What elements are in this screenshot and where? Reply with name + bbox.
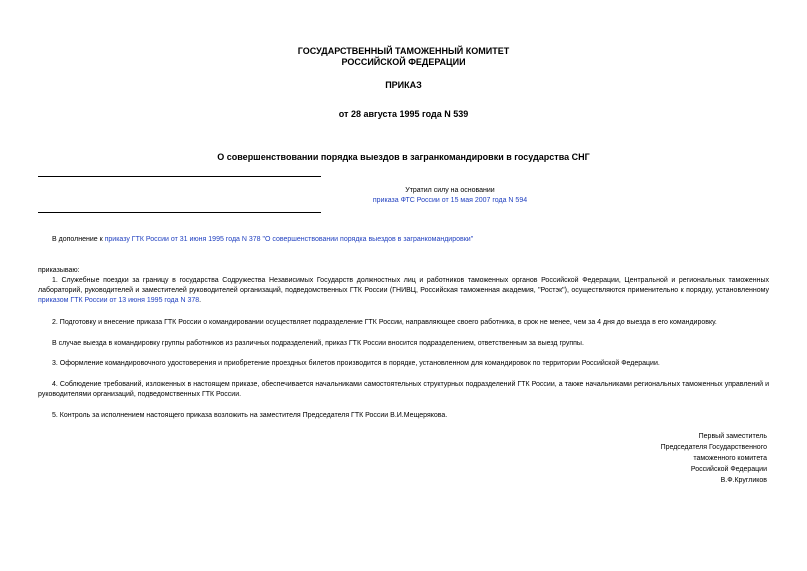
item-1-end: .	[199, 297, 202, 304]
item-4: 4. Соблюдение требований, изложенных в настоящем приказе, обеспечивается начальниками самостоятельных структурных подразделений ГТК России, а также начальниками региональных таможенных управлений и руководителями организаций, подведомственных ГТК России.	[38, 381, 769, 398]
preamble	[52, 235, 772, 245]
status-line: Утратил силу на основании	[405, 187, 495, 194]
document-type: ПРИКАЗ	[385, 80, 422, 90]
preamble-prefix: В дополнение к	[52, 236, 105, 243]
divider-bottom	[38, 212, 321, 213]
preamble-order-link[interactable]: приказу ГТК России от 31 июня 1995 года N 378 "О совершенствовании порядка выездов в загранкомандировки"	[104, 236, 474, 243]
item-2: 2. Подготовку и внесение приказа ГТК России о командировании осуществляет подразделение ГТК России, направляющее своего работника, в срок не менее, чем за 4 дня до выезда в его командировку.	[52, 319, 717, 326]
item-2-group: В случае выезда в командировку группы работников из различных подразделений, приказ ГТК России вносится подразделением, ответственным за выезд группы.	[52, 340, 584, 347]
signature-org-line-1: Председателя Государственного	[660, 444, 767, 451]
signature-position: Первый заместитель	[698, 433, 767, 440]
divider-top	[38, 176, 321, 177]
item-3: 3. Оформление командировочного удостоверения и приобретение проездных билетов производится в порядке, установленном для командировок по территории Российской Федерации.	[52, 360, 660, 367]
document-title: О совершенствовании порядка выездов в загранкомандировки в государства СНГ	[217, 152, 590, 162]
item-5: 5. Контроль за исполнением настоящего приказа возложить на заместителя Председателя ГТК России В.И.Мещерякова.	[52, 412, 448, 419]
organization-line-2: РОССИЙСКОЙ ФЕДЕРАЦИИ	[341, 57, 466, 67]
signature-block	[661, 431, 767, 486]
item-1-order-link[interactable]: приказом ГТК России от 13 июня 1995 года N 378	[38, 297, 200, 304]
repeal-order-link[interactable]: приказа ФТС России от 15 мая 2007 года N 594	[372, 197, 528, 204]
item-1-text: 1. Служебные поездки за границу в государства Содружества Независимых Государств должностных лиц и работников таможенных органов Российской Федерации, Центральной и региональных таможенных лабораторий, руководителей и заместителей руководителей организаций, подведомственных ГТК России (ГНИВЦ, Российская таможенная академия, "Ростэк"), осуществляются применительно к порядку, установленному	[38, 277, 769, 294]
organization-name	[0, 46, 807, 68]
signature-org-line-2: таможенного комитета	[693, 455, 767, 462]
document-date-number: от 28 августа 1995 года N 539	[338, 109, 469, 119]
signatory-name: В.Ф.Кругликов	[720, 477, 767, 484]
status-note	[300, 186, 600, 206]
order-word: приказываю:	[38, 267, 80, 274]
organization-line-1: ГОСУДАРСТВЕННЫЙ ТАМОЖЕННЫЙ КОМИТЕТ	[297, 46, 510, 56]
item-1	[38, 276, 769, 306]
signature-org-line-3: Российской Федерации	[690, 466, 767, 473]
